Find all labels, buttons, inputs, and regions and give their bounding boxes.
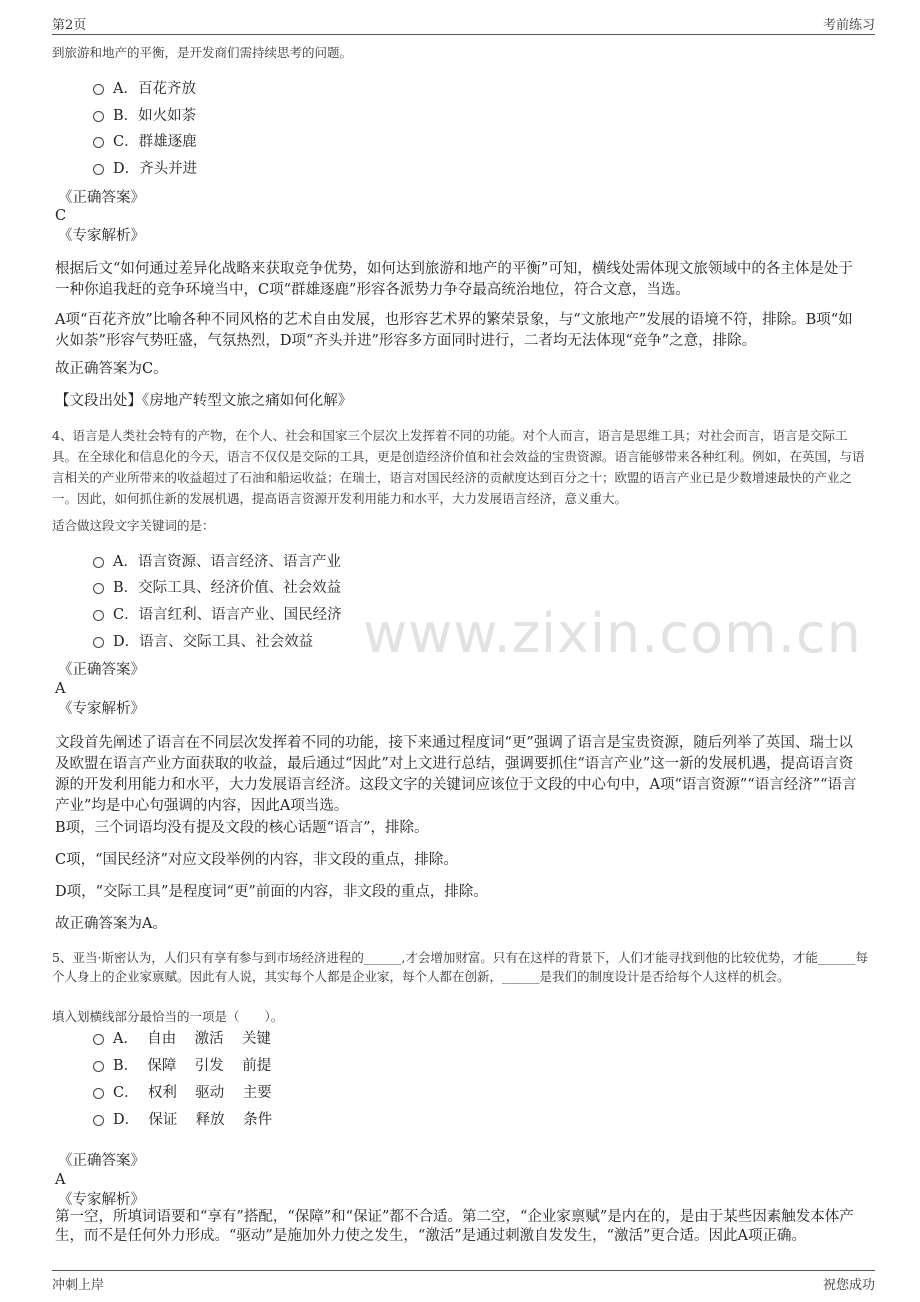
q5-answer: A [55,1172,66,1188]
q3-answer: C [55,208,67,224]
q4-answer: A [55,681,66,697]
q5-option-d[interactable]: D． 保证 释放 条件 [93,1110,272,1130]
q4-analysis-p1: 文段首先阐述了语言在不同层次发挥着不同的功能，接下来通过程度词“更”强调了语言是宝贵资源，随后列举了英国、瑞士以及欧盟在语言产业方面获取的收益，最后通过“因此”对上文进行总结，强调要抓住“语言产业”这一新的发展机遇，提高语言资源的开发利用能力和水平，大力发展语言经济。这段文字的关键词应该位于文段的中心句中，A项“语言资源”“语言经济”“语言产业”均是中心句强调的内容，因此A项当选。 [55,735,857,814]
q4-question: 适合做这段文字关键词的是： [52,518,215,533]
q3-stem-tail: 到旅游和地产的平衡，是开发商们需持续思考的问题。 [52,45,353,60]
radio-icon[interactable] [93,583,104,594]
q3-analysis-p2: A项“百花齐放”比喻各种不同风格的艺术自由发展，也形容艺术界的繁荣景象，与“文旅地产”发展的语境不符，排除。B项“如火如荼”形容气势旺盛，气氛热烈，D项“齐头并进”形容多方面同时进行，二者均无法体现“竞争”之意，排除。 [55,312,853,349]
q4-analysis-p2: B项，三个词语均没有提及文段的核心话题“语言”，排除。 [55,820,429,836]
q5-option-b[interactable]: B． 保障 引发 前提 [93,1056,271,1076]
radio-icon[interactable] [93,1061,104,1072]
q3-analysis-conclusion: 故正确答案为C。 [55,361,168,377]
q5-answer-label: 《正确答案》 [58,1153,145,1169]
q4-option-d[interactable]: D．语言、交际工具、社会效益 [93,632,313,652]
footer-left-text: 冲刺上岸 [52,1278,105,1293]
radio-icon[interactable] [93,1115,104,1126]
q3-option-a[interactable]: A．百花齐放 [93,79,196,99]
q4-option-b[interactable]: B．交际工具、经济价值、社会效益 [93,578,341,598]
q3-analysis-label: 《专家解析》 [58,228,145,244]
q5-analysis-p1: 第一空，所填词语要和“享有”搭配，“保障”和“保证”都不合适。第二空，“企业家禀赋”是内在的，是由于某些因素触发本体产生，而不是任何外力形成。“驱动”是施加外力使之发生，“激活”是通过刺激自发发生，“激活”更合适。因此A项正确。 [55,1209,854,1244]
radio-icon[interactable] [93,637,104,648]
radio-icon[interactable] [93,111,104,122]
q3-answer-label: 《正确答案》 [58,190,145,206]
q4-option-a[interactable]: A．语言资源、语言经济、语言产业 [93,552,341,572]
radio-icon[interactable] [93,84,104,95]
page-number: 第2页 [52,18,87,33]
radio-icon[interactable] [93,164,104,175]
radio-icon[interactable] [93,610,104,621]
page-header [52,12,875,35]
q3-option-d[interactable]: D．齐头并进 [93,159,197,179]
header-title: 考前练习 [822,18,875,33]
q5-option-c[interactable]: C． 权利 驱动 主要 [93,1083,272,1103]
q4-answer-label: 《正确答案》 [58,662,145,678]
footer-right-text: 祝您成功 [822,1278,875,1293]
radio-icon[interactable] [93,1034,104,1045]
watermark: www.zixin.com.cn [363,602,862,665]
q4-analysis-conclusion: 故正确答案为A。 [55,916,167,932]
radio-icon[interactable] [93,557,104,568]
q5-analysis-label: 《专家解析》 [58,1192,145,1208]
q5-question: 填入划横线部分最恰当的一项是（ ）。 [52,1009,284,1024]
q3-option-b[interactable]: B．如火如荼 [93,106,196,126]
q4-analysis-p4: D项，“交际工具”是程度词“更”前面的内容，非文段的重点，排除。 [55,884,488,900]
radio-icon[interactable] [93,137,104,148]
q4-analysis-p3: C项，“国民经济”对应文段举例的内容，非文段的重点，排除。 [55,852,458,868]
q5-option-a[interactable]: A． 自由 激活 关键 [93,1029,271,1049]
radio-icon[interactable] [93,1088,104,1099]
q4-analysis-label: 《专家解析》 [58,701,145,717]
q3-analysis-p1: 根据后文“如何通过差异化战略来获取竞争优势，如何达到旅游和地产的平衡”可知，横线处需体现文旅领域中的各主体是处于一种你追我赶的竞争环境当中，C项“群雄逐鹿”形容各派势力争夺最高统治地位，符合文意，当选。 [55,261,853,298]
page-footer [52,1270,875,1293]
q4-option-c[interactable]: C．语言红利、语言产业、国民经济 [93,605,342,625]
q3-option-c[interactable]: C．群雄逐鹿 [93,132,197,152]
q4-stem: 4、语言是人类社会特有的产物，在个人、社会和国家三个层次上发挥着不同的功能。对个人而言，语言是思维工具；对社会而言，语言是交际工具。在全球化和信息化的今天，语言不仅仅是交际的工具，更是创造经济价值和社会效益的宝贵资源。语言能够带来各种红利。例如，在英国，与语言相关的产业所带来的收益超过了石油和船运收益；在瑞士，语言对国民经济的贡献度达到百分之十；欧盟的语言产业已是少数增速最快的产业之一。因此，如何抓住新的发展机遇，提高语言资源开发利用能力和水平，大力发展语言经济，意义重大。 [52,428,865,506]
q5-stem: 5、亚当·斯密认为，人们只有享有参与到市场经济进程的______,才会增加财富。只有在这样的背景下，人们才能寻找到他的比较优势，才能______每个人身上的企业家禀赋。因此有人说，其实每个人都是企业家，每个人都在创新，______是我们的制度设计是否给每个人这样的机会。 [52,950,868,984]
q3-source: 【文段出处】《房地产转型文旅之痛如何化解》 [55,393,353,409]
